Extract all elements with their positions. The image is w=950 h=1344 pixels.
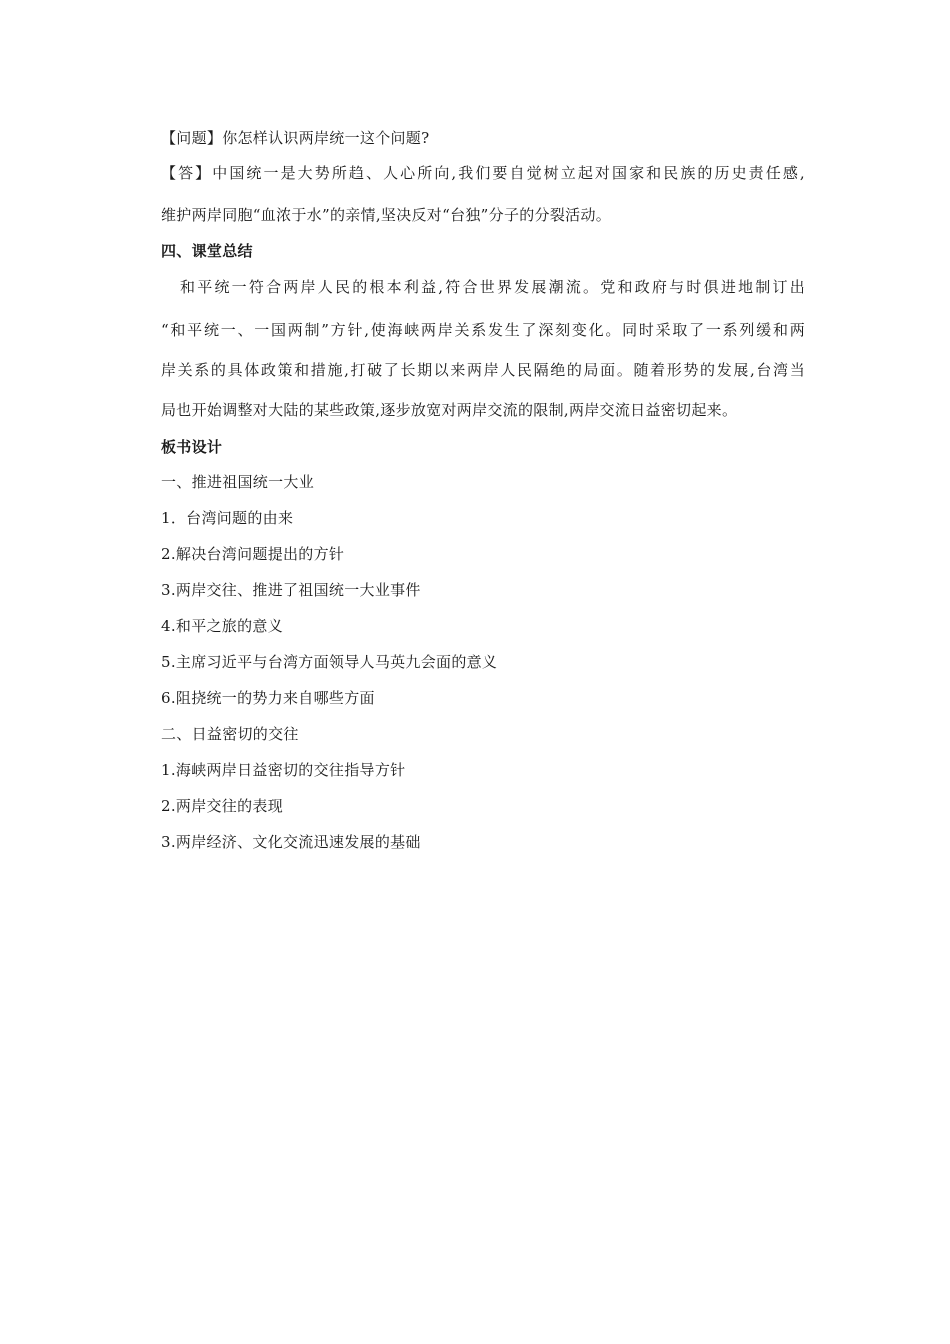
board-part1-item-5: 5.主席习近平与台湾方面领导人马英九会面的意义 [161, 653, 498, 671]
summary-paragraph-line-4: 局也开始调整对大陆的某些政策,逐步放宽对两岸交流的限制,两岸交流日益密切起来。 [161, 401, 738, 419]
board-part1-item-4: 4.和平之旅的意义 [161, 617, 284, 635]
board-part2-item-3: 3.两岸经济、文化交流迅速发展的基础 [161, 833, 421, 851]
answer-line-1: 【答】中国统一是大势所趋、人心所向,我们要自觉树立起对国家和民族的历史责任感, [161, 164, 805, 182]
question-line: 【问题】你怎样认识两岸统一这个问题? [161, 129, 430, 147]
summary-paragraph-line-3: 岸关系的具体政策和措施,打破了长期以来两岸人民隔绝的局面。随着形势的发展,台湾当 [161, 361, 805, 379]
board-part1-item-1: 1．台湾问题的由来 [161, 509, 294, 527]
board-part1-title: 一、推进祖国统一大业 [161, 473, 315, 491]
board-part2-item-1: 1.海峡两岸日益密切的交往指导方针 [161, 761, 406, 779]
summary-paragraph-line-2: “和平统一、一国两制”方针,使海峡两岸关系发生了深刻变化。同时采取了一系列缓和两 [161, 321, 805, 339]
board-part1-item-2: 2.解决台湾问题提出的方针 [161, 545, 345, 563]
board-part1-item-3: 3.两岸交往、推进了祖国统一大业事件 [161, 581, 421, 599]
board-part1-item-6: 6.阻挠统一的势力来自哪些方面 [161, 689, 375, 707]
summary-paragraph-line-1: 和平统一符合两岸人民的根本利益,符合世界发展潮流。党和政府与时俱进地制订出 [180, 278, 805, 296]
board-part2-item-2: 2.两岸交往的表现 [161, 797, 284, 815]
board-design-heading: 板书设计 [161, 438, 223, 456]
summary-heading: 四、课堂总结 [161, 242, 253, 260]
answer-line-2: 维护两岸同胞“血浓于水”的亲情,坚决反对“台独”分子的分裂活动。 [161, 206, 612, 224]
board-part2-title: 二、日益密切的交往 [161, 725, 299, 743]
